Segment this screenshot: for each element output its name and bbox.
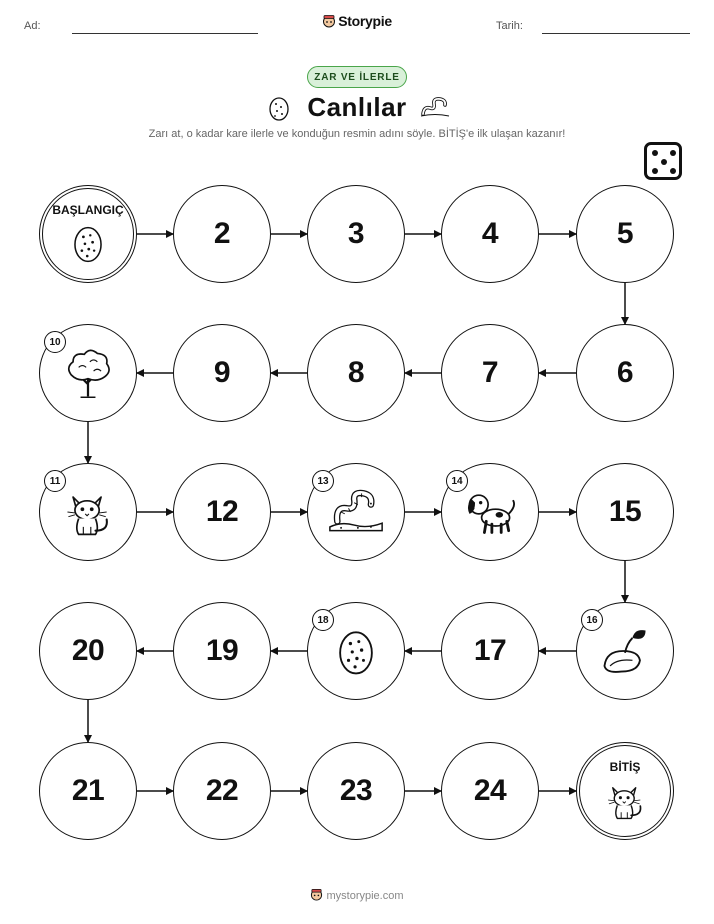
space-label: BİTİŞ bbox=[609, 760, 641, 774]
page-title: Canlılar bbox=[307, 92, 407, 122]
board-space-21[interactable] bbox=[39, 742, 137, 840]
finish-space[interactable] bbox=[576, 742, 674, 840]
space-number: 21 bbox=[71, 774, 105, 807]
board-space-20[interactable] bbox=[39, 602, 137, 700]
date-label: Tarih: bbox=[496, 20, 523, 32]
start-space[interactable] bbox=[39, 185, 137, 283]
name-label: Ad: bbox=[24, 20, 41, 32]
board-space-23[interactable] bbox=[307, 742, 405, 840]
space-number: 4 bbox=[481, 217, 499, 250]
board-space-8[interactable] bbox=[307, 324, 405, 422]
space-number: 24 bbox=[473, 774, 507, 807]
board-space-9[interactable] bbox=[173, 324, 271, 422]
space-number: 8 bbox=[347, 356, 365, 389]
space-number: 19 bbox=[205, 634, 239, 667]
space-number-badge: 14 bbox=[446, 470, 468, 492]
storypie-logo-icon bbox=[310, 888, 323, 901]
board-space-15[interactable] bbox=[576, 463, 674, 561]
board-space-11[interactable] bbox=[39, 463, 137, 561]
space-number-badge: 10 bbox=[44, 331, 66, 353]
space-number: 20 bbox=[71, 634, 105, 667]
board-space-10[interactable] bbox=[39, 324, 137, 422]
board-space-19[interactable] bbox=[173, 602, 271, 700]
egg-icon bbox=[328, 623, 384, 679]
space-number: 6 bbox=[616, 356, 634, 389]
board-space-2[interactable] bbox=[173, 185, 271, 283]
board-space-12[interactable] bbox=[173, 463, 271, 561]
space-label: BAŞLANGIÇ bbox=[52, 203, 124, 217]
worm-icon bbox=[328, 484, 384, 540]
instructions: Zarı at, o kadar kare ilerle ve konduğun resmin adını söyle. BİTİŞ'e ilk ulaşan kazanır! bbox=[148, 128, 566, 140]
dog-icon bbox=[462, 484, 518, 540]
cat-icon bbox=[602, 777, 648, 823]
board-space-13[interactable] bbox=[307, 463, 405, 561]
space-number: 5 bbox=[616, 217, 634, 250]
board-space-7[interactable] bbox=[441, 324, 539, 422]
brand-name: Storypie bbox=[338, 13, 392, 29]
footer bbox=[0, 888, 714, 902]
space-number-badge: 18 bbox=[312, 609, 334, 631]
board-space-3[interactable] bbox=[307, 185, 405, 283]
space-number-badge: 16 bbox=[581, 609, 603, 631]
space-number: 7 bbox=[481, 356, 499, 389]
space-number: 12 bbox=[205, 495, 239, 528]
space-number: 17 bbox=[473, 634, 507, 667]
game-type-badge: ZAR VE İLERLE bbox=[307, 66, 407, 88]
space-number: 22 bbox=[205, 774, 239, 807]
space-number: 2 bbox=[213, 217, 231, 250]
board-space-22[interactable] bbox=[173, 742, 271, 840]
footer-url: mystorypie.com bbox=[326, 890, 404, 902]
cat-icon bbox=[60, 484, 116, 540]
board-space-18[interactable] bbox=[307, 602, 405, 700]
space-number: 23 bbox=[339, 774, 373, 807]
board-space-24[interactable] bbox=[441, 742, 539, 840]
space-number: 3 bbox=[347, 217, 365, 250]
board-space-5[interactable] bbox=[576, 185, 674, 283]
board-space-14[interactable] bbox=[441, 463, 539, 561]
seed-icon bbox=[597, 623, 653, 679]
space-number-badge: 13 bbox=[312, 470, 334, 492]
board-space-17[interactable] bbox=[441, 602, 539, 700]
space-number: 9 bbox=[213, 356, 231, 389]
board-space-16[interactable] bbox=[576, 602, 674, 700]
egg-icon bbox=[65, 220, 111, 266]
space-number: 15 bbox=[608, 495, 642, 528]
board-space-6[interactable] bbox=[576, 324, 674, 422]
tree-icon bbox=[60, 345, 116, 401]
space-number-badge: 11 bbox=[44, 470, 66, 492]
board-space-4[interactable] bbox=[441, 185, 539, 283]
